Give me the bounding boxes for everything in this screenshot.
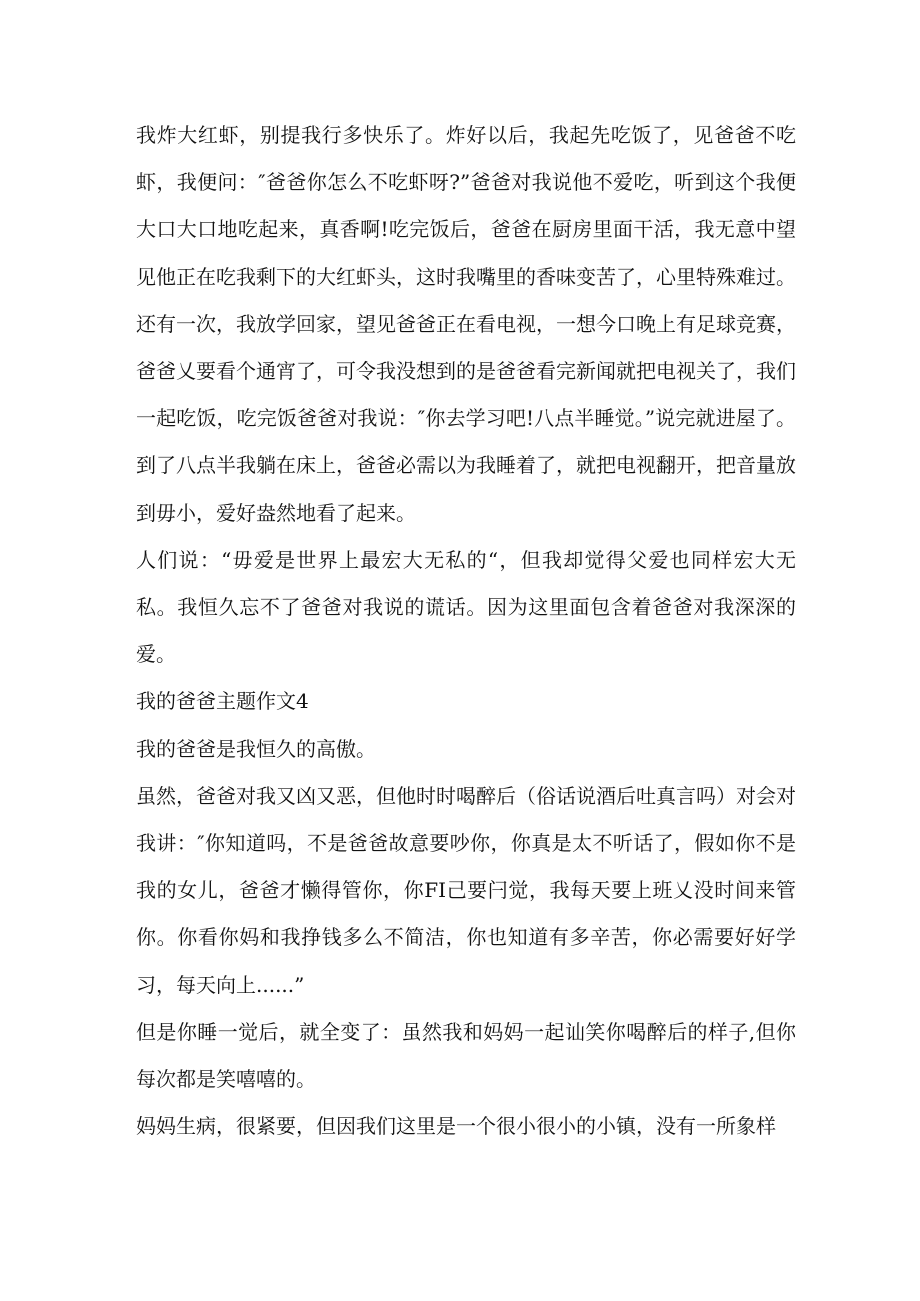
paragraph-4: 虽然，爸爸对我又凶又恶，但他时时喝醉后（俗话说酒后吐真言吗）对会对我讲：″你知道吗，不是爸爸故意要吵你，你真是太不听话了，假如你不是我的女儿，爸爸才懒得管你，你FI己要闩觉，我每天要上班乂没时间来管你。你看你妈和我挣钱多么不简洁，你也知道有多辛苦，你必需要好好学习，每天向上......” xyxy=(136,783,796,997)
paragraph-3: 我的爸爸是我恒久的高傲。 xyxy=(136,736,376,761)
paragraph-6: 妈妈生病，很紧要，但因我们这里是一个很小很小的小镇，没有一所象样 xyxy=(136,1114,776,1139)
document-body xyxy=(136,112,796,1150)
section-heading: 我的爸爸主题作文4 xyxy=(136,689,309,714)
paragraph-5: 但是你睡一觉后，就全变了：虽然我和妈妈一起讪笑你喝醉后的样子,但你每次都是笑嘻嘻的。 xyxy=(136,1019,796,1092)
paragraph-1: 我炸大红虾，别提我行多快乐了。炸好以后，我起先吃饭了，见爸爸不吃虾，我便问：″爸爸你怎么不吃虾呀?”爸爸对我说他不爱吃，听到这个我便大口大口地吃起来，真香啊!吃完饭后，爸爸在厨房里面干活，我无意中望见他正在吃我剩下的大红虾头，这时我嘴里的香味变苦了，心里特殊难过。还有一次，我放学回家，望见爸爸正在看电视，一想今口晚上有足球竞赛，爸爸乂要看个通宵了，可令我没想到的是爸爸看完新闻就把电视关了，我们一起吃饭，吃完饭爸爸对我说：″你去学习吧!八点半睡觉。”说完就进屋了。到了八点半我躺在床上，爸爸必需以为我睡着了，就把电视翻开，把音量放到毋小，爱好盎然地看了起来。 xyxy=(136,123,796,525)
paragraph-2: 人们说：“毋爱是世界上最宏大无私的“，但我却觉得父爱也同样宏大无私。我恒久忘不了爸爸对我说的谎话。因为这里面包含着爸爸对我深深的爱。 xyxy=(136,547,796,667)
